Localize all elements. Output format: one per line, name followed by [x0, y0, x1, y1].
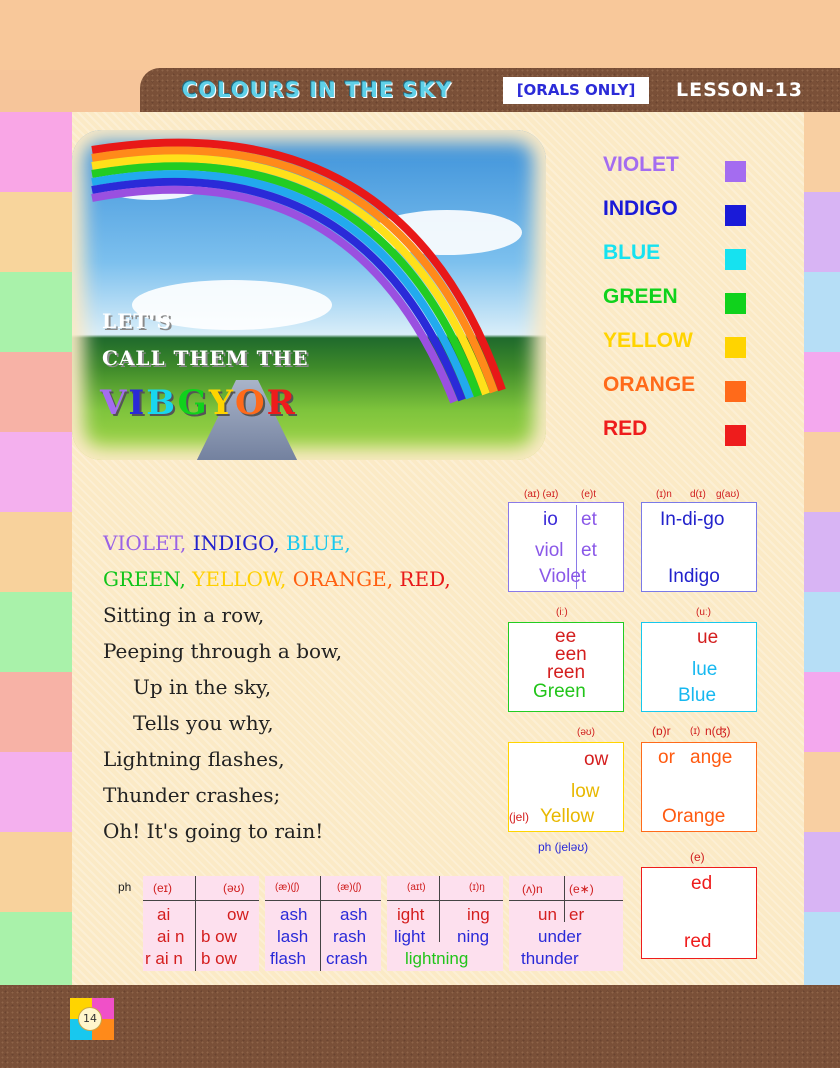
poem-line: Up in the sky, — [133, 675, 272, 699]
page-footer-bar — [0, 985, 840, 1068]
lesson-number: LESSON-13 — [676, 79, 803, 101]
phonetic-caption: (aɪ) (əɪ) — [524, 489, 559, 500]
vibgyor-letter: G — [177, 383, 209, 423]
phonetic-caption: d(ɪ) — [690, 489, 706, 500]
yellow-phonics-box: ow low (jel) Yellow — [508, 742, 624, 832]
color-row-indigo: INDIGO — [603, 197, 763, 227]
rain-bow-table: (eɪ) (əʊ) ai ow ai n b ow r ai n b ow — [143, 876, 259, 971]
color-row-green: GREEN — [603, 285, 763, 315]
top-band — [0, 0, 840, 70]
vibgyor-letter: Y — [208, 383, 235, 423]
color-row-blue: BLUE — [603, 241, 763, 271]
lets-text: LET'S — [102, 309, 172, 333]
lightning-table: (aɪt) (ɪ)ŋ ight ing light ning lightning — [387, 876, 503, 971]
vibgyor-word — [100, 383, 297, 423]
lesson-title: COLOURS IN THE SKY — [182, 78, 453, 102]
yellow-pronunciation: ph (jeləʊ) — [538, 840, 589, 854]
call-them-text: CALL THEM THE — [102, 346, 309, 370]
poem-line: Peeping through a bow, — [103, 639, 343, 663]
poem — [103, 525, 451, 849]
green-phonics-box: ee een reen Green — [508, 622, 624, 712]
vibgyor-letter: O — [235, 383, 267, 423]
phonetic-caption: (ɪ)n — [656, 489, 672, 500]
phonetic-caption: (əʊ) — [577, 727, 595, 738]
phonetic-caption: (iː) — [556, 607, 568, 618]
poem-line: Oh! It's going to rain! — [103, 819, 324, 843]
violet-phonics-box: io et viol et Violet — [508, 502, 624, 592]
orange-phonics-box: or ange Orange — [641, 742, 757, 832]
blue-phonics-box: ue lue Blue — [641, 622, 757, 712]
poem-line: GREEN, YELLOW, ORANGE, RED, — [103, 567, 451, 591]
vibgyor-letter: R — [266, 383, 297, 423]
thunder-table: (ʌ)n (e∗) un er under thunder — [509, 876, 623, 971]
color-row-yellow: YELLOW — [603, 329, 763, 359]
red-phonics-box: ed red — [641, 867, 757, 959]
vibgyor-letter: V — [100, 383, 129, 423]
vibgyor-letter: I — [128, 383, 147, 423]
flash-crash-table: (æ)(ʃ) (æ)(ʃ) ash ash lash rash flash crash — [265, 876, 381, 971]
orals-only-tag: [ORALS ONLY] — [503, 77, 649, 104]
poem-line: Tells you why, — [133, 711, 274, 735]
color-row-red: RED — [603, 417, 763, 447]
phonetic-caption: n(ʤ) — [705, 724, 731, 738]
color-row-violet: VIOLET — [603, 153, 763, 183]
poem-line: Thunder crashes; — [103, 783, 281, 807]
phonetic-caption: (e) — [690, 850, 705, 864]
phonetic-caption: (ɒ)r — [652, 724, 671, 738]
poem-line: VIOLET, INDIGO, BLUE, — [103, 531, 351, 555]
phonetic-caption: g(aʊ) — [716, 489, 740, 500]
phonetic-caption: (ɪ) — [690, 726, 701, 737]
poem-line: Lightning flashes, — [103, 747, 285, 771]
phonetic-caption: (e)t — [581, 489, 596, 500]
page-number: 14 — [78, 1007, 102, 1031]
ph-label: ph — [118, 880, 132, 894]
poem-line: Sitting in a row, — [103, 603, 265, 627]
phonetic-caption: (uː) — [696, 607, 711, 618]
color-row-orange: ORANGE — [603, 373, 763, 403]
vibgyor-letter: B — [146, 383, 178, 423]
indigo-phonics-box: In-di-go Indigo — [641, 502, 757, 592]
